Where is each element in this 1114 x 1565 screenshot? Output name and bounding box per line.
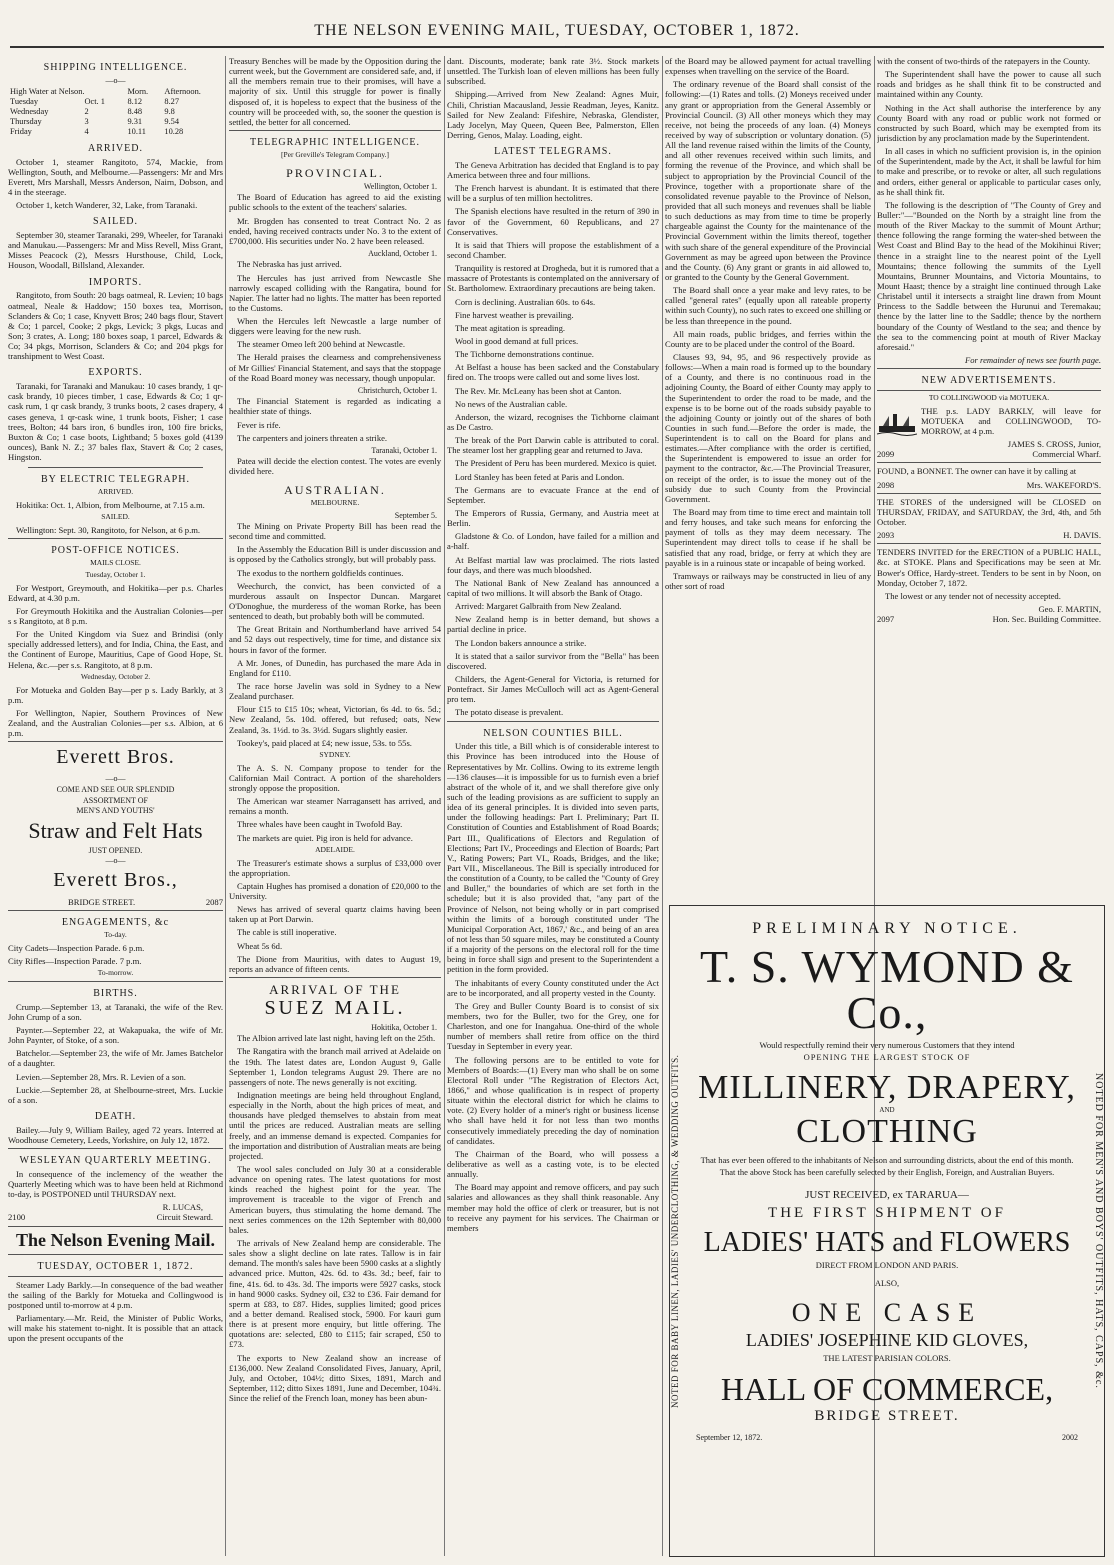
telegram-item: The meat agitation is spreading. [455, 322, 566, 333]
divider [8, 538, 223, 539]
tide-cell: 9.8 [164, 107, 175, 117]
post-entry: For Greymouth Hokitika and the Australian Colonies—per s s Rangitoto, at 8 p.m. [8, 605, 223, 626]
wymond-line: Would respectfully remind their very numerous Customers that they intend [759, 1040, 1015, 1050]
column-2 [229, 56, 441, 1556]
ad-footer [877, 480, 1101, 490]
suez-heading-top: ARRIVAL OF THE [269, 981, 401, 997]
divider [8, 1226, 223, 1227]
tide-cell: 10.28 [164, 126, 184, 136]
dash-rule: —o— [105, 855, 126, 865]
column-rule [662, 56, 663, 1556]
divider [877, 493, 1101, 494]
news-item: The exodus to the northern goldfields continues. [237, 567, 404, 578]
subheading: SYDNEY. [319, 749, 351, 759]
ad-address: Commercial Wharf. [1032, 449, 1101, 460]
news-item: The steamer Omeo left 200 behind at Newcastle. [237, 339, 405, 350]
ad-heading: TO COLLINGWOOD via MOTUEKA. [928, 392, 1050, 402]
exports-heading: EXPORTS. [88, 367, 143, 379]
millinery-headline: MILLINERY, DRAPERY, [698, 1069, 1076, 1106]
telegram-item: The Spanish elections have resulted in the return of 390 in favor of the Government, 60 Republicans, and 27 Conservatives. [447, 206, 659, 237]
ad-number: 2098 [877, 479, 895, 490]
telegraphic-source: [Per Greville's Telegram Company.] [280, 149, 390, 159]
bill-paragraph: The Board may appoint and remove officers, and pay such salaries and allowances as they shall think reasonable. Any member may hold the office of clerk or treasurer, but is not to receive any payment for his services. The Chairman or members [447, 1182, 659, 1233]
telegram-item: No news of the Australian cable. [455, 398, 568, 409]
everett-title: Everett Bros., [53, 869, 178, 892]
ad-number: 2100 [8, 1212, 26, 1223]
telegram-item: At Belfast a house has been sacked and the Constabulary fired on. The troops were called out and some lives lost. [447, 362, 659, 383]
counties-bill-heading: NELSON COUNTIES BILL. [483, 727, 623, 739]
news-item: Fever is rife. [237, 419, 281, 430]
wesleyan-notice: In consequence of the inclemency of the weather the Quarterly Meeting which was to have been held at Richmond to-day, is POSTPONED until THURSDAY next. [8, 1168, 223, 1200]
masthead-rule [10, 46, 1104, 48]
divider [28, 467, 203, 468]
australian-heading: AUSTRALIAN. [284, 482, 386, 497]
news-item: The carpenters and joiners threaten a strike. [237, 432, 388, 443]
tide-cell: Wednesday [10, 107, 49, 117]
tide-cell: Friday [10, 126, 32, 136]
latest-colors: THE LATEST PARISIAN COLORS. [823, 1352, 951, 1363]
imports-entry: Rangitoto, from South: 20 bags oatmeal, R. Levien; 10 bags oatmeal, Neale & Haddow; 150 boxes tea, Morrison, Sclanders & Co; 1 case, Knyvett Bros; 240 bags flour, Stavert & Co; 1 parcel, Cooke; 2 pkgs, Levick; 3 pkgs, Lucas and Son; 3 crates, A. Long; 180 boxes soap, 1 parcel, Edwards & Co; 34 pkgs, Morrison, Sclanders & Co; and 204 pkgs for transhipment to West Coast. [8, 290, 223, 362]
wymond-line: OPENING THE LARGEST STOCK OF [803, 1052, 971, 1062]
divider [877, 390, 1101, 391]
death-entry: Bailey.—July 9, William Bailey, aged 72 years. Interred at Woodhouse Cemetery, Leeds, Yorkshire, on July 12, 1872. [8, 1124, 223, 1145]
remainder-note: For remainder of news see fourth page. [965, 354, 1101, 365]
ad-text: TENDERS INVITED for the ERECTION of a PUBLIC HALL, &c. at STOKE. Plans and Specifications may be seen at Mr. Bower's Office, Hardy-street. Tenders to be sent in by Noon, on Monday, October 7, 1872. [877, 547, 1101, 588]
everett-line: MEN'S AND YOUTHS' [76, 806, 155, 816]
telegram-item: The President of Peru has been murdered. Mexico is quiet. [455, 458, 657, 469]
direct-line: DIRECT FROM LONDON AND PARIS. [815, 1259, 959, 1270]
ad-number: 2002 [1062, 1433, 1078, 1443]
ad-number: 2097 [877, 614, 895, 625]
tide-row [8, 107, 223, 117]
tide-cell: 9.31 [127, 116, 143, 126]
hall-of-commerce: HALL OF COMMERCE, [720, 1370, 1054, 1407]
wymond-content [690, 910, 1084, 1552]
divider [8, 1254, 223, 1255]
everett-line: COME AND SEE OUR SPLENDID [56, 785, 175, 795]
continued-paragraph: Treasury Benches will be made by the Opposition during the current week, but the Government are considered safe, and, if all the members remain true to their promises, will have a majority of six. Until this struggle for power is finally disposed of, it is hopeless to expect that the business of the country will be proceeded with, so, the sooner the question is settled, the better for all concerned. [229, 56, 441, 127]
news-item: The markets are quiet. Pig iron is held for advance. [237, 832, 413, 843]
everett-line: JUST OPENED. [88, 845, 143, 855]
news-item: Indignation meetings are being held throughout England, especially in the North, about the high prices of meat, and thousands have pledged themselves to abstain from meat until the prices are reduced. Australian meats are selling freely, and an immense demand is expected. Companies for the importation and distribution of Australian meats are being projected. [229, 1090, 441, 1161]
imports-heading: IMPORTS. [88, 276, 143, 288]
column-rule [444, 56, 445, 1556]
ad-text: THE p.s. LADY BARKLY, will leave for MOTUEKA and COLLINGWOOD, TO-MORROW, at 4 p.m. [921, 405, 1101, 436]
births-heading: BIRTHS. [93, 987, 138, 999]
news-item: In the Assembly the Education Bill is under discussion and is opposed by the Catholics strongly, but will probably pass. [229, 544, 441, 565]
also-line: ALSO, [874, 1277, 900, 1288]
telegraphic-heading: TELEGRAPHIC INTELLIGENCE. [250, 136, 420, 148]
bill-paragraph: In all cases in which no sufficient provision is, in the opinion of the Superintendent, made by the Act, it shall be lawful for him to make and prescribe, or to revoke or alter, all such regulations and orders, either general or applicable to particular cases only, as he shall think fit. [877, 146, 1101, 197]
clothing-headline: CLOTHING [796, 1112, 978, 1150]
telegram-item: Tranquility is restored at Drogheda, but it is rumored that a massacre of Protestants is contemplated on the anniversary of St. Bartholomew. Extraordinary precautions are being taken. [447, 263, 659, 294]
ad-signature: JAMES S. CROSS, Junior, [1007, 439, 1101, 450]
bill-paragraph: All main roads, public bridges, and ferries within the County are to be placed under the control of the Board. [665, 328, 871, 349]
news-item: The Great Britain and Northumberland have arrived 54 and 52 days out respectively, time for time, and distance six hours in favor of the former. [229, 624, 441, 655]
tide-cell: Oct. 1 [84, 97, 105, 107]
telegram-item: Wool in good demand at full prices. [455, 336, 579, 347]
telegram-item: Childers, the Agent-General for Victoria, is returned for Pontefract. Sir James McCulloch will act as Agent-General pro tem. [447, 673, 659, 705]
bill-paragraph: The Grey and Buller County Board is to consist of six members, two for the Buller, two for the Grey, one for Charleston, and one for Inangahua. One-third of the whole number of members shall retire from office on the third Tuesday in September in every year. [447, 1000, 659, 1052]
subheading: Tuesday, October 1. [85, 569, 146, 579]
tide-cell: 10.11 [127, 126, 146, 136]
editorial-paragraph: Steamer Lady Barkly.—In consequence of the bad weather the sailing of the Barkly for Motueka and Collingwood is postponed until to-morrow at 4 p.m. [8, 1279, 223, 1310]
telegram-item: At Belfast martial law was proclaimed. The riots lasted four days, and there was much bloodshed. [447, 554, 659, 575]
tide-cell: 8.48 [127, 107, 143, 117]
preliminary-notice: PRELIMINARY NOTICE. [752, 920, 1022, 937]
telegram-item: The potato disease is prevalent. [455, 707, 564, 718]
news-item: Tookey's, paid placed at £4; new issue, 53s. to 55s. [237, 737, 412, 748]
ad-signature: Geo. F. MARTIN, [1038, 603, 1101, 614]
telegram-item: New Zealand hemp is in better demand, but shows a partial decline in price. [447, 614, 659, 635]
telegram-item: Arrived: Margaret Galbraith from New Zealand. [455, 601, 622, 612]
hats-flowers-headline: LADIES' HATS and FLOWERS [703, 1227, 1071, 1259]
sailed-entry: September 30, steamer Taranaki, 299, Wheeler, for Taranaki and Manukau.—Passengers: Mr and Miss Revell, Miss Grant, Misses Peacock (2), Messrs Hursthouse, Child, Lock, Houson, Woodall, Billsland, Alexander. [8, 230, 223, 271]
column-3 [447, 56, 659, 1556]
exports-entry: Taranaki, for Taranaki and Manukau: 10 cases brandy, 1 qr-cask brandy, 10 pieces timber, 1 case, Edwards & Co; 1 qr-cask rum, 1 qr cask brandy, 3 trunks boots, 2 cases drapery, 4 cases geneva, 1 qr-cask wine, 1 trunk boots, Fisher; 1 case trees, Bolton; 44 bars iron, 6 bundles iron, 100 fire bricks, Buxton & Co; 1 case boots, Lightband; 5 boxes gold (4139 ounces), Bank N. Z.; 37 bales flax, Stavert & Co; 2 cases, Hingston. [8, 381, 223, 463]
subheading: SAILED. [101, 512, 130, 522]
dateline: Hokitika, October 1. [371, 1022, 437, 1032]
telegraph-entry: Hokitika: Oct. 1, Albion, from Melbourne, at 7.15 a.m. [16, 499, 205, 510]
sailed-heading: SAILED. [92, 216, 139, 228]
ad-footer [877, 449, 1101, 459]
engagements-heading: ENGAGEMENTS, &c [61, 917, 170, 929]
bill-paragraph: The Superintendent shall have the power to cause all such roads and bridges as he shall think fit to be constructed and maintained within any County. [877, 69, 1101, 100]
ad-signature: H. DAVIS. [1063, 530, 1101, 541]
ad-number: 2087 [205, 897, 223, 908]
telegram-item: It is stated that a sailor survivor from the "Bella" has been discovered. [447, 650, 659, 671]
wesleyan-role: Circuit Steward. [156, 1212, 213, 1223]
divider [877, 462, 1101, 463]
dateline: Christchurch, October 1. [357, 385, 437, 395]
tide-header-cell: Afternoon. [164, 87, 201, 97]
tide-cell: 9.54 [164, 116, 180, 126]
column-5 [877, 56, 1101, 896]
ad-number: 2093 [877, 530, 895, 541]
wymond-line: That has ever been offered to the inhabitants of Nelson and surrounding districts, about the end of this month. [700, 1155, 1074, 1166]
wesleyan-heading: WESLEYAN QUARTERLY MEETING. [19, 1155, 212, 1167]
divider [877, 368, 1101, 369]
tide-cell: Tuesday [10, 97, 39, 107]
birth-entry: Levien.—September 28, Mrs. R. Levien of a son. [16, 1071, 186, 1082]
news-item: The exports to New Zealand show an increase of £136,000. New Zealand Consolidated Fives, January, April, July, and October, 104½; ditto Sixes, 1891, March and September, 112; ditto Sixes 1891, June and December, 104¾. Since the relief of the French loan, money has been abun- [229, 1352, 441, 1404]
suez-heading: SUEZ MAIL. [264, 997, 406, 1020]
bill-paragraph: The ordinary revenue of the Board shall consist of the following:—(1) Rates and tolls. (2) Moneys received under any grant or appropriation from the General Assembly or Provincial Council. (3) All other moneys which they may receive, not being the proceeds of any loan. (4) Moneys received by way of subscription or voluntary donation. (5) All the land revenue raised within the limits of the County, and all other revenues received within such limits, and forming the revenue of the Province, and which shall be subject to appropriation by the Provincial Council of the Province, together with a proportionate share of the consolidated revenue payable to the Province of Nelson, provided that all such moneys and revenues shall be liable to such deductions as may from time to time be properly chargeable against the County for the maintenance of the Provincial Government within the limits thereof, together with such share of the general expenditure of the Provincial Government as may be agreed upon between the Province and the County. (6) Any grant or grants in aid allowed to, or granted to the County by the General Government. [665, 79, 871, 282]
new-ads-heading: NEW ADVERTISEMENTS. [921, 375, 1057, 387]
telegram-item: The London bakers announce a strike. [455, 637, 587, 648]
side-banner-right: NOTED FOR MEN'S AND BOYS' OUTFITS, HATS, CAPS, &c. [1093, 1073, 1104, 1389]
bill-paragraph: The inhabitants of every County constituted under the Act are to be incorporated, and all property vested in the County. [447, 977, 659, 998]
gloves-headline: LADIES' JOSEPHINE KID GLOVES, [745, 1329, 1029, 1350]
bill-paragraph: The following persons are to be entitled to vote for Members of Boards:—(1) Every man who shall be on some Electoral Roll under "The Registration of Electors Act, 1866," and whose qualification is in respect of property situate within the electoral district for which he claims to vote. (2) Every holder of a miner's right or business license who shall have held it for not less than two months consecutively immediately preceding the day of nomination of candidates. [447, 1054, 659, 1146]
telegram-item: The break of the Port Darwin cable is attributed to coral. The steamer lost her grappling gear and returned to Java. [447, 435, 659, 456]
wymond-line: That the above Stock has been carefully selected by their English, Foreign, and Australian Buyers. [719, 1167, 1055, 1178]
news-item: A Mr. Jones, of Dunedin, has purchased the mare Ada in England for £110. [229, 657, 441, 678]
dash-rule: —o— [105, 773, 126, 783]
one-case-headline: ONE CASE [791, 1297, 983, 1327]
news-item: News has arrived of several quartz claims having been taken up at Port Darwin. [229, 904, 441, 925]
telegram-item: The National Bank of New Zealand has announced a capital of two millions. It will absorb the Bank of Otago. [447, 577, 659, 598]
engagement-entry: City Rifles—Inspection Parade. 7 p.m. [8, 955, 142, 966]
masthead: THE NELSON EVENING MAIL, TUESDAY, OCTOBER 1, 1872. [314, 22, 800, 39]
news-item: The race horse Javelin was sold in Sydney to a New Zealand purchaser. [229, 681, 441, 702]
news-item: The arrivals of New Zealand hemp are considerable. The sales show a slight decline on late rates. Tallow is in fair demand. The month's sales have been 5900 casks at a slightly advanced price. Mutton, 42s. 6d. to 43s. 3d.; beef, fair to fine, 41s. 6d. to 43s. 3d. The imports were 5927 casks, stock in hand 9000 casks. Sydney oil, £32 to £36. Fair demand for sperm at £83, to £87. Hides, supplies limited; good prices and a better demand. Realised stock, 5900. For kauri gum there is at present more enquiry, but little offering. The quotations are: selected, £80 to £115; fair scraped, £50 to £73. [229, 1237, 441, 1350]
subheading: To-morrow. [97, 968, 134, 978]
continued-paragraph: dant. Discounts, moderate; bank rate 3½. Stock markets unsettled. The Turkish loan of eleven millions has been fully subscribed. [447, 56, 659, 87]
telegram-item: Corn is declining. Australian 60s. to 64s. [455, 296, 596, 307]
subheading: To-day. [104, 929, 127, 939]
wymond-footer [696, 1433, 1078, 1442]
birth-entry: Paynter.—September 22, at Wakapuaka, the wife of Mr. John Paynter, of Stoke, of a son. [8, 1025, 223, 1046]
news-item: Shipping.—Arrived from New Zealand: Agnes Muir, Chili, Christian Macausland, Jessie Readman, Jeyes, Kanitz. Sailed for New Zealand: Fifeshire, Nebraska, Glendister, Lady Jocelyn, May Queen, Queen Bee, Palmerston, Ellen Derring, Genos, Malay. Loading, eight. [447, 89, 659, 140]
tide-table [8, 87, 223, 137]
divider [229, 977, 441, 978]
divider [877, 543, 1101, 544]
news-item: Flour £15 to £15 10s; wheat, Victorian, 6s 4d. to 6s. 5d.; New Zealand, 5s. 10d. offered, but refused; oats, New Zealand, 3s. 1½d. to 3s. 3½d. Sugars slightly easier. [229, 704, 441, 735]
telegram-item: The Germans are to evacuate France at the end of September. [447, 484, 659, 505]
news-item: The Dione from Mauritius, with dates to August 19, reports an advance of fifteen cents. [229, 953, 441, 974]
dash-rule: —o— [105, 75, 126, 85]
news-item: The Albion arrived late last night, having left on the 25th. [237, 1033, 436, 1044]
telegraph-heading: BY ELECTRIC TELEGRAPH. [41, 474, 190, 486]
bill-paragraph: Tramways or railways may be constructed in lieu of any other sort of road [665, 570, 871, 592]
telegram-item: The Emperors of Russia, Germany, and Austria meet at Berlin. [447, 508, 659, 529]
subheading: MELBOURNE. [310, 497, 360, 507]
tide-cell: Thursday [10, 116, 42, 126]
and-connector: AND [879, 1105, 895, 1114]
continued-paragraph: of the Board may be allowed payment for actual travelling expenses when travelling on the service of the Board. [665, 56, 871, 77]
telegraph-entry: Wellington: Sept. 30, Rangitoto, for Nelson, at 6 p.m. [16, 524, 201, 535]
tide-cell: 4 [84, 126, 89, 136]
tide-cell: 8.12 [127, 97, 143, 107]
subheading: Wednesday, October 2. [80, 671, 151, 681]
death-heading: DEATH. [94, 1110, 137, 1122]
everett-address: BRIDGE STREET. [68, 897, 136, 908]
everett-title: Everett Bros. [56, 746, 175, 769]
everett-line: ASSORTMENT OF [83, 795, 148, 805]
ad-role: Hon. Sec. Building Committee. [992, 614, 1101, 625]
shipping-heading: SHIPPING INTELLIGENCE. [43, 62, 188, 73]
telegram-item: The Geneva Arbitration has decided that England is to pay America between three and four millions. [447, 159, 659, 181]
telegram-item: It is said that Thiers will propose the establishment of a second Chamber. [447, 239, 659, 261]
continued-paragraph: with the consent of two-thirds of the ratepayers in the County. [877, 56, 1091, 66]
column-4 [665, 56, 871, 896]
dateline: Taranaki, October 1. [371, 445, 437, 455]
dateline: Auckland, October 1. [368, 248, 437, 258]
tide-row [8, 127, 223, 137]
news-item: Weechurch, the convict, has been convicted of a murderous assault on Inspector Duncan. Margaret O'Donoghue, the murderess of the woman Rorke, has been sentenced to death, but probably both will be commuted. [229, 580, 441, 622]
news-item: The Financial Statement is regarded as indicating a healthier state of things. [229, 396, 441, 417]
divider [447, 721, 659, 722]
bill-paragraph: The Board may from time to time erect and maintain toll and ferry houses, and take such means for enforcing the payment of tolls as they may deem necessary. The Superintendent may direct tolls to cease if he shall be satisfied that any road, bridge, or ferry at which they are payable is in a ruinous state or incapable of being worked. [665, 507, 871, 568]
editorial-paragraph: Parliamentary.—Mr. Reid, the Minister of Public Works, will make his statement to-night. It is possible that an attack upon the present occupants of the [8, 1313, 223, 1344]
engagement-entry: City Cadets—Inspection Parade. 6 p.m. [8, 942, 145, 953]
news-item: Mr. Brogden has consented to treat Contract No. 2 as ended, having received contracts under No. 3 to the extent of £700,000. His securities under No. 2 have been released. [229, 215, 441, 246]
provincial-heading: PROVINCIAL. [286, 165, 384, 180]
news-item: When the Hercules left Newcastle a large number of diggers were leaving for the new rush. [229, 316, 441, 337]
column-rule [225, 56, 226, 1556]
tide-cell: 8.27 [164, 97, 180, 107]
bridge-street: BRIDGE STREET. [814, 1408, 960, 1425]
news-item: The A. S. N. Company propose to tender for the Californian Mail Contract. A portion of the shareholders strongly oppose the proposition. [229, 762, 441, 793]
paper-date: TUESDAY, OCTOBER 1, 1872. [37, 1260, 194, 1272]
dateline: September 5. [394, 510, 437, 520]
column-1 [8, 56, 223, 1556]
telegram-item: Fine harvest weather is prevailing. [455, 309, 574, 320]
news-item: The Herald praises the clearness and comprehensiveness of Mr Gillies' Financial Statement, and says that the stoppage of the Road Board money was necessary, though unpopular. [229, 352, 441, 383]
news-item: The Mining on Private Property Bill has been read the second time and committed. [229, 521, 441, 542]
arrived-entry: October 1, ketch Wanderer, 32, Lake, from Taranaki. [16, 200, 198, 211]
wymond-name: T. S. WYMOND & Co., [700, 941, 1074, 1038]
subheading: MAILS CLOSE. [90, 557, 141, 567]
post-entry: For Westport, Greymouth, and Hokitika—per p.s. Charles Edward, at 4.30 p.m. [8, 582, 223, 603]
tide-cell: 3 [84, 116, 89, 126]
news-item: The Treasurer's estimate shows a surplus of £33,000 over the appropriation. [229, 857, 441, 878]
arrived-entry: October 1, steamer Rangitoto, 574, Mackie, from Wellington, South, and Melbourne.—Passengers: Mr and Mrs Everett, Mrs Marshall, Messrs Anderson, Nairn, Dobson, and 4 in the steerage. [8, 156, 223, 197]
bill-paragraph: The Board shall once a year make and levy rates, to be called "general rates" (equally upon all rateable property within such County), no such rates to exceed one shilling or be less than threepence in the pound. [665, 285, 871, 326]
divider [8, 1276, 223, 1277]
post-office-heading: POST-OFFICE NOTICES. [51, 545, 180, 557]
dateline: Wellington, October 1. [363, 181, 437, 191]
news-item: The Rangatira with the branch mail arrived at Adelaide on the 19th. The latest dates are, London August 9, Galle September 1, London telegrams August 29. There are no passengers of note. The news generally is not exciting. [229, 1046, 441, 1087]
tide-header-cell: Morn. [127, 87, 149, 97]
birth-entry: Crump.—September 13, at Taranaki, the wife of the Rev. John Crump of a son. [8, 1001, 223, 1022]
news-item: The American war steamer Narragansett has arrived, and remains a month. [229, 796, 441, 817]
ad-text: The lowest or any tender not of necessity accepted. [885, 590, 1061, 601]
side-banner-left: NOTED FOR BABY LINEN, LADIES' UNDERCLOTHING, & WEDDING OUTFITS. [670, 1054, 680, 1408]
telegram-item: Lord Stanley has been feted at Paris and London. [455, 471, 625, 482]
ad-text: THE STORES of the undersigned will be CLOSED on THURSDAY, FRIDAY, and SATURDAY, the 3rd, 4th, and 5th October. [877, 496, 1101, 527]
bill-paragraph: The Chairman of the Board, who will possess a deliberative as well as a casting vote, is to be elected annually. [447, 1148, 659, 1180]
news-item: The wool sales concluded on July 30 at a considerable advance on opening rates. The latest quotations for most kinds reached the highest point for the year. The improvement is traceable to the vigor of French and American buyers, thus stimulating the home demand. The next series commences on the 12th September with 80,000 bales. [229, 1164, 441, 1235]
tide-header-cell: High Water at Nelson. [10, 87, 85, 97]
telegram-item: The Rev. Mr. McLeany has been shot at Canton. [455, 385, 622, 396]
first-shipment: THE FIRST SHIPMENT OF [768, 1205, 1006, 1222]
telegram-item: The French harvest is abundant. It is estimated that there will be a surplus of ten million hectolitres. [447, 183, 659, 204]
birth-entry: Luckie.—September 28, at Shelbourne-street, Mrs. Luckie of a son. [8, 1084, 223, 1105]
everett-headline: Straw and Felt Hats [28, 817, 203, 843]
news-item: Captain Hughes has promised a donation of £20,000 to the University. [229, 880, 441, 901]
divider [8, 741, 223, 742]
news-item: Three whales have been caught in Twofold Bay. [237, 819, 403, 830]
bill-paragraph: Under this title, a Bill which is of considerable interest to this Province has been introduced into the House of Representatives by Mr. Collins. Owing to its extreme length—136 clauses—it is impossible for us to furnish even a brief abstract of the whole of it, and we shall therefore give only such of the leading provisions as are sufficient to supply an idea of its general principles. It is divided into seven parts, under the following headings: Part I. Preliminary; Part II. Constitution of Counties and Establishment of Road Boards; Part III., Qualifications of Electors and Regulation of Elections; Part IV., Proceedings and Election of Boards; Part V., Rating Powers; Part VI., Roads, Bridges, and the like; Part VII., Miscellaneous. The Bill is specially introduced for the constitution of a County, to be called the "County of Grey and Buller," the boundaries of which are set forth in the schedule; but it is also provided that, "any part of the Province of Nelson, not being wholly or in part comprised within the limits of a borough constituted under 'The Municipal Corporation Act, 1867,' &c., and being of an area of not less than 50 square miles, may be constituted a County if a majority of the persons on the electoral roll for the time being in force shall sign and present to the Superintendent a petition in the form provided. [447, 741, 659, 975]
tide-header-row [8, 87, 223, 97]
telegram-item: Gladstone & Co. of London, have failed for a million and a-half. [447, 531, 659, 552]
received-line: JUST RECEIVED, ex TARARUA— [805, 1189, 969, 1202]
news-item: Wheat 5s 6d. [237, 940, 283, 951]
post-entry: For Wellington, Napier, Southern Provinces of New Zealand, and the Australian Colonies—per s.s. Albion, at 6 p.m. [8, 707, 223, 739]
ad-footer [877, 530, 1101, 540]
tide-cell: 2 [84, 107, 89, 117]
news-item: The Nebraska has just arrived. [237, 259, 342, 270]
news-item: The Hercules has just arrived from Newcastle She narrowly escaped colliding with the Rangatira, bound for Napier. The latter had no lights. The matter has been reported to the Customs. [229, 272, 441, 313]
wesleyan-footer [8, 1212, 223, 1222]
divider [229, 130, 441, 131]
telegram-item: Anderson, the wizard, recognises the Tichborne claimant as De Castro. [447, 411, 659, 433]
tide-row [8, 97, 223, 107]
subheading: ADELAIDE. [315, 844, 355, 854]
birth-entry: Batchelor.—September 23, the wife of Mr. James Batchelor of a daughter. [8, 1048, 223, 1069]
news-item: The cable is still inoperative. [237, 927, 337, 938]
divider [8, 910, 223, 911]
post-entry: For the United Kingdom via Suez and Brindisi (only specially addressed letters), and for India, China, the East, and the Continent of Europe, Mauritius, Cape of Good Hope, St. Helena, &c.—per s.s. Rangitoto, at 8 p.m. [8, 629, 223, 670]
ad-footer [877, 614, 1101, 624]
ad-text: FOUND, a BONNET. The owner can have it by calling at [877, 466, 1077, 477]
post-entry: For Motueka and Golden Bay—per p s. Lady Barkly, at 3 p.m. [8, 684, 223, 705]
news-item: Patea will decide the election contest. The votes are evenly divided here. [229, 456, 441, 477]
arrived-heading: ARRIVED. [88, 142, 143, 154]
wymond-advertisement [669, 905, 1105, 1557]
ad-signature: Mrs. WAKEFORD'S. [1026, 479, 1101, 490]
divider [8, 1148, 223, 1149]
wesleyan-signature: R. LUCAS, [162, 1202, 203, 1213]
subheading: ARRIVED. [97, 487, 134, 497]
bill-paragraph: The following is the description of "The County of Grey and Buller:"—"Bounded on the North by a straight line from the mouth of the River Mackay to the summit of Mount Arthur; thence following the range forming the water-shed between the West Coast and Blind Bay to the head of the Mokihinui River; thence in a straight line to the nearest point of the Lyell Mountains; thence following the summits of the Lyell Mountains, Brunner Mountains, and Victoria Mountains, to Mount Haast; thence by a straight line continued through Lake Christabel until it intersects a straight line drawn from Mount Princess to the Saddle between the Hurunui and Teremakau; thence by the latter line to the Saddle; thence by the northern boundary of the County of Westland to the sea; and thence by the sea to the commencing point at mouth of River Mackay aforesaid." [877, 199, 1101, 352]
telegram-item: The Tichborne demonstrations continue. [455, 349, 594, 360]
bill-paragraph: Clauses 93, 94, 95, and 96 respectively provide as follows:—When a main road is formed up to the boundary of a County, and there is no continuous road in the adjoining County, the Board of either County may apply to the Superintendent to order the road to be made, and the expense is to be borne out of the roads subsidy payable to the adjoining County or jointly out of the shares of both Counties in such fund.—Before the order is made, the Superintendent is to call on the Board for plans and estimates.—After compliance with the order is certified, the Superintendent is empowered to issue an order for payment to the contractor, &c.—The Provincial Treasurer, on receipt of the order, is to issue the money out of the subsidy due to such County from the Provincial Government. [665, 351, 871, 504]
everett-address-row [8, 897, 223, 907]
divider [8, 981, 223, 982]
bill-paragraph: Nothing in the Act shall authorise the interference by any County Board with any road or public work not formed or constructed by such Board, which may be exempted from its jurisdiction by any proclamation made by the Superintendent. [877, 102, 1101, 143]
news-item: The Board of Education has agreed to aid the existing public schools to the extent of the teachers' salaries. [229, 192, 441, 213]
paper-title: The Nelson Evening Mail. [15, 1229, 216, 1250]
latest-telegrams-heading: LATEST TELEGRAMS. [494, 146, 612, 158]
tide-row [8, 117, 223, 127]
ad-number: 2099 [877, 449, 895, 460]
steamer-icon [877, 408, 917, 436]
ad-date: September 12, 1872. [696, 1433, 763, 1443]
